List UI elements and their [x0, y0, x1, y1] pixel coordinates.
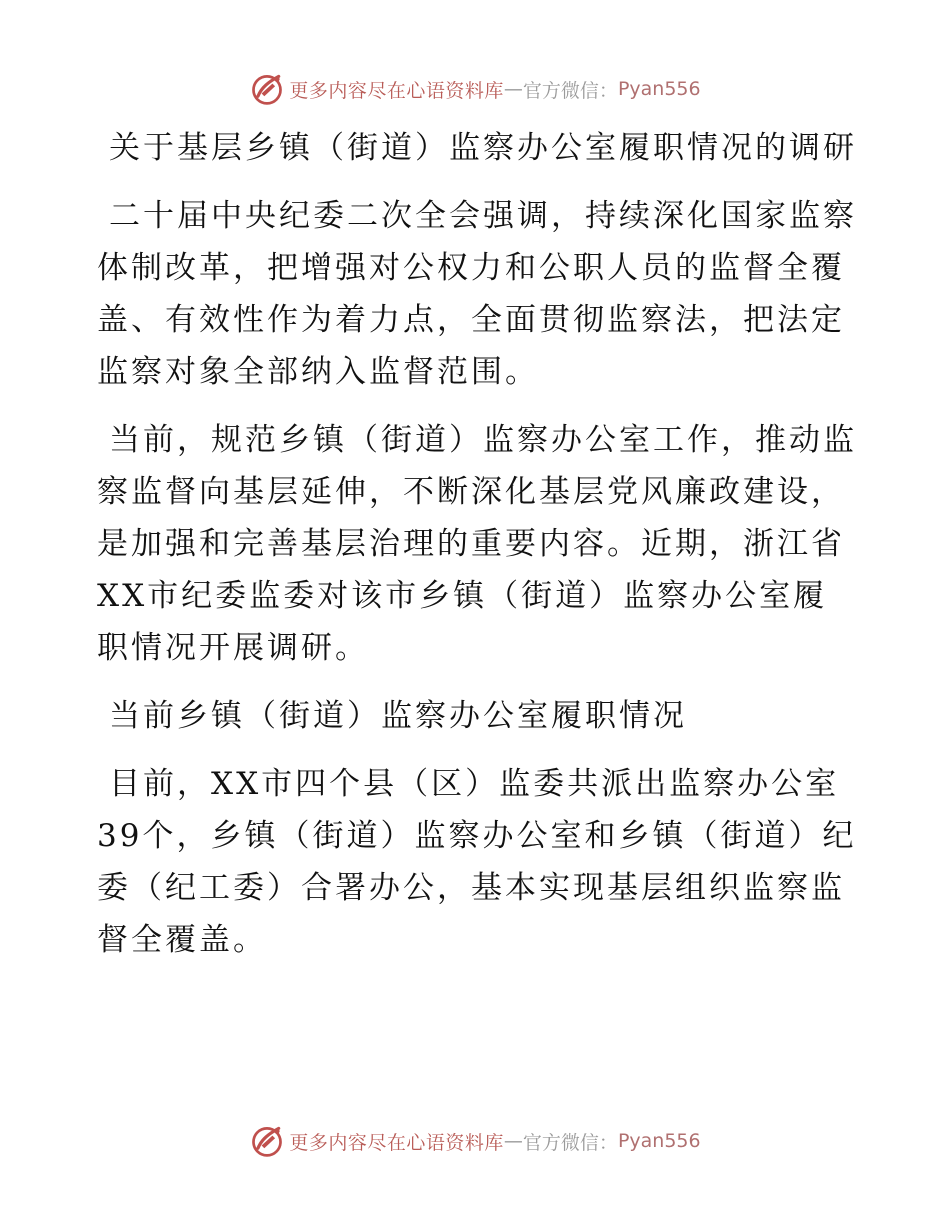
- logo-icon: [249, 71, 285, 107]
- section-heading: 当前乡镇（街道）监察办公室履职情况: [109, 698, 687, 734]
- document-body: [97, 122, 857, 982]
- paragraph-1: 二十届中央纪委二次全会强调，持续深化国家监察体制改革，把增强对公权力和公职人员的监督全覆盖、有效性作为着力点，全面贯彻监察法，把法定监察对象全部纳入监督范围。: [97, 198, 857, 390]
- logo-icon: [249, 1123, 285, 1159]
- footer-watermark: [0, 1121, 950, 1161]
- paragraph-2: 当前，规范乡镇（街道）监察办公室工作，推动监察监督向基层延伸，不断深化基层党风廉政建设，是加强和完善基层治理的重要内容。近期，浙江省XX市纪委监委对该市乡镇（街道）监察办公室履职情况开展调研。: [97, 422, 857, 666]
- watermark-handle: Pyan556: [617, 78, 701, 100]
- watermark-red-text: 更多内容尽在心语资料库: [289, 79, 504, 102]
- paragraph-3: 目前，XX市四个县（区）监委共派出监察办公室39个，乡镇（街道）监察办公室和乡镇（街道）纪委（纪工委）合署办公，基本实现基层组织监察监督全覆盖。: [97, 766, 857, 958]
- watermark-separator: —: [503, 78, 523, 100]
- watermark-red-text: 更多内容尽在心语资料库: [289, 1131, 504, 1154]
- document-title: 关于基层乡镇（街道）监察办公室履职情况的调研: [109, 130, 857, 166]
- watermark-handle: Pyan556: [617, 1130, 701, 1152]
- watermark-gray-text: 官方微信：: [522, 1131, 618, 1154]
- watermark-separator: —: [503, 1130, 523, 1152]
- watermark-gray-text: 官方微信：: [522, 79, 618, 102]
- header-watermark: [0, 69, 950, 109]
